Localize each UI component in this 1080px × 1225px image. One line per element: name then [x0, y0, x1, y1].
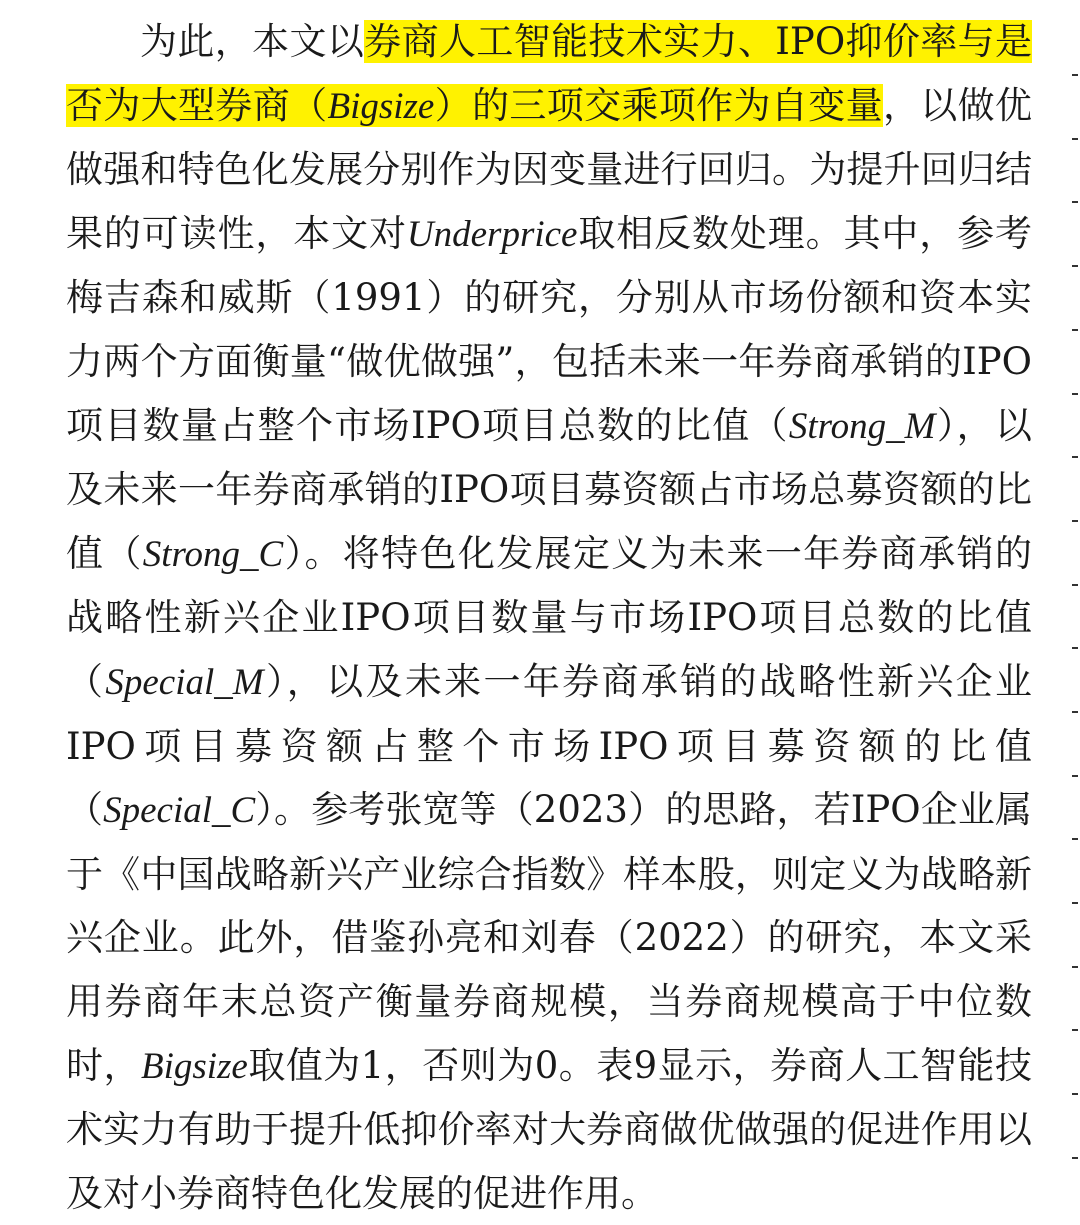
paragraph-text: ，以做优做强和特色化发展分别作为因变量进行回归。为提升回归结果的可读性，本文对 — [66, 83, 1033, 255]
margin-tick — [1072, 201, 1078, 203]
paragraph-text: ）。参考张宽等（2023）的思路，若IPO企业属于《中国战略新兴产业综合指数》样本股，则定义为战略新兴企业。此外，借鉴孙亮和刘春（2022）的研究，本文采用券商年末总资产衡量券商规模，当券商规模高于中位数时， — [66, 788, 1032, 1087]
margin-tick — [1072, 902, 1078, 904]
document-page — [66, 10, 1032, 1225]
margin-tick — [1072, 1029, 1078, 1031]
margin-tick — [1072, 393, 1078, 395]
margin-tick — [1072, 74, 1078, 76]
margin-tick — [1072, 456, 1078, 458]
margin-tick — [1072, 520, 1078, 522]
paragraph-text: 取相反数处理。其中，参考梅吉森和威斯（1991）的研究，分别从市场份额和资本实力两个方面衡量“做优做强”，包括未来一年券商承销的IPO项目数量占整个市场IPO项目总数的比值（ — [66, 211, 1033, 447]
variable-special-m: Special_M — [105, 661, 264, 703]
margin-tick — [1072, 138, 1078, 140]
margin-tick — [1072, 584, 1078, 586]
variable-strong-m: Strong_M — [788, 405, 936, 447]
paragraph-text: 取值为1，否则为0。表9显示，券商人工智能技术实力有助于提升低抑价率对大券商做优做强的促进作用以及对小券商特色化发展的促进作用。 — [66, 1043, 1033, 1215]
margin-tick — [1072, 838, 1078, 840]
variable-bigsize: Bigsize — [140, 1045, 248, 1087]
variable-special-c: Special_C — [103, 790, 256, 832]
highlighted-text-part-2: ）的三项交乘项作为自变量 — [434, 83, 883, 127]
body-paragraph — [66, 10, 1032, 1225]
paragraph-text: ），以及未来一年券商承销的IPO项目募资额占市场总募资额的比值（ — [66, 403, 1033, 575]
margin-tick — [1072, 711, 1078, 713]
margin-tick — [1072, 775, 1078, 777]
margin-tick — [1072, 1093, 1078, 1095]
highlighted-text-part-1: 券商人工智能技术实力、IPO抑价率与是否为大型券商（ — [66, 20, 1033, 127]
variable-underprice: Underprice — [406, 213, 578, 255]
variable-strong-c: Strong_C — [142, 533, 284, 575]
margin-tick — [1072, 265, 1078, 267]
paragraph-text: ）。将特色化发展定义为未来一年券商承销的战略性新兴企业IPO项目数量与市场IPO项目总数的比值（ — [66, 531, 1033, 703]
variable-bigsize: Bigsize — [327, 85, 435, 127]
margin-tick — [1072, 647, 1078, 649]
margin-tick — [1072, 329, 1078, 331]
margin-tick — [1072, 966, 1078, 968]
paragraph-text: ），以及未来一年券商承销的战略性新兴企业IPO项目募资额占整个市场IPO项目募资额的比值（ — [66, 659, 1033, 832]
margin-tick — [1072, 1157, 1078, 1159]
paragraph-text: 为此，本文以 — [140, 20, 365, 63]
